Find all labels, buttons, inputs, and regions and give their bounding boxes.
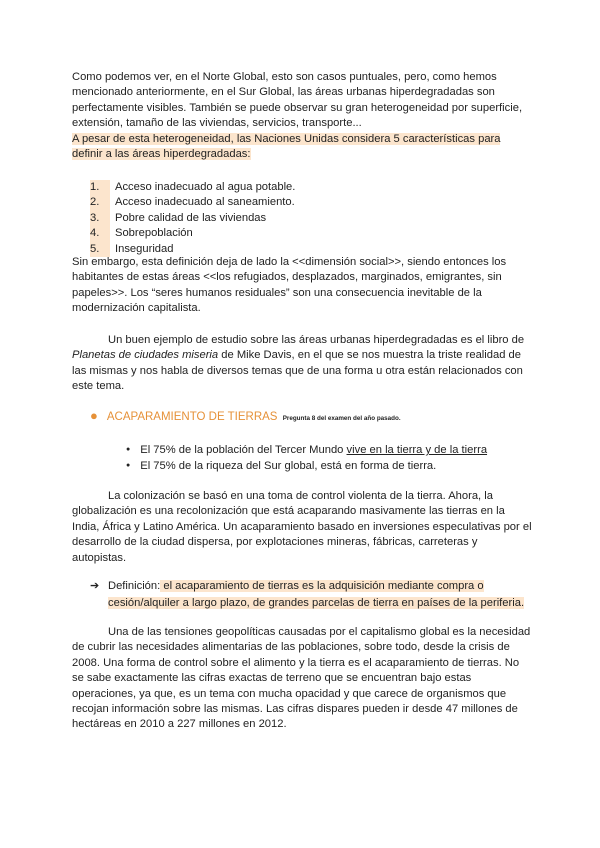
definition-block bbox=[90, 578, 530, 611]
section-note: Pregunta 8 del examen del año pasado. bbox=[282, 415, 401, 422]
paragraph-text: de Mike Davis, en el que se nos muestra la triste realidad de las mismas y nos habla de diversos temas que de una forma u otra están relacionados con este tema. bbox=[72, 349, 523, 393]
geopolitics-paragraph bbox=[72, 625, 532, 733]
list-text: Inseguridad bbox=[115, 242, 174, 255]
paragraph-text: Sin embargo, esta definición deja de lado la <<dimensión social>>, siendo entonces los habitantes de estas áreas <<los refugiados, desplazados, marginados, emigrantes, sin papeles>>. Los “seres humanos residuales” son una consecuencia inevitable de la modernización capitalista. bbox=[72, 256, 507, 315]
bullet-text: El 75% de la población del Tercer Mundo bbox=[140, 444, 347, 456]
list-item bbox=[90, 180, 390, 195]
list-item bbox=[90, 195, 390, 210]
intro-paragraph bbox=[72, 70, 532, 162]
list-number: 3. bbox=[90, 211, 110, 226]
list-number: 5. bbox=[90, 242, 110, 257]
facts-list bbox=[126, 443, 506, 476]
bullet-text: El 75% de la riqueza del Sur global, está en forma de tierra. bbox=[140, 460, 437, 473]
list-item bbox=[90, 226, 390, 241]
list-item bbox=[90, 211, 390, 226]
paragraph-text: La colonización se basó en una toma de control violenta de la tierra. Ahora, la globalización es una recolonización que está acaparando masivamente las tierras en la India, África y Latino América. Un acaparamiento basado en inversiones especulativas por el desarrollo de la ciudad dispersa, por explotaciones mineras, fábricas, carreteras y autopistas. bbox=[72, 490, 532, 564]
definition-text: el acaparamiento de tierras es la adquisición mediante compra o cesión/alquiler a largo plazo, de grandes parcelas de tierra en países de la periferia. bbox=[108, 580, 525, 609]
list-text: Acceso inadecuado al agua potable. bbox=[115, 181, 296, 193]
arrow-icon: ➔ bbox=[90, 580, 100, 592]
paragraph-text: Una de las tensiones geopolíticas causadas por el capitalismo global es la necesidad de cubrir las necesidades alimentarias de las poblaciones, sobre todo, desde la crisis de 2008. Una forma de control sobre el alimento y la tierra es el acaparamiento de tierras. No se sabe exactamente las cifras exactas de terreno que se encuentran bajo estas operaciones, ya que, es un tema con mucha opacidad y que carece de organismos que recojan información sobre las mismas. Las cifras dispares pueden ir desde 47 millones de hectáreas en 2010 a 227 millones en 2012. bbox=[72, 626, 531, 731]
colonization-paragraph bbox=[72, 489, 532, 566]
list-text: Sobrepoblación bbox=[115, 227, 193, 240]
list-text: Acceso inadecuado al saneamiento. bbox=[115, 196, 295, 209]
list-number: 1. bbox=[90, 180, 110, 195]
list-item bbox=[126, 459, 506, 475]
section-heading bbox=[90, 408, 530, 426]
definition-label: Definición: bbox=[108, 580, 161, 592]
book-title: Planetas de ciudades miseria bbox=[72, 349, 219, 362]
intro-text: Como podemos ver, en el Norte Global, esto son casos puntuales, pero, como hemos mencionado anteriormente, en el Sur Global, las áreas urbanas hiperdegradadas son perfectamente visibles. También se puede observar su gran heterogeneidad por superficie, extensión, tamaño de las viviendas, servicios, transporte... bbox=[72, 71, 523, 130]
section-title: ACAPARAMIENTO DE TIERRAS bbox=[106, 411, 278, 423]
underlined-text: vive en la tierra y de la tierra bbox=[346, 444, 488, 456]
list-number: 4. bbox=[90, 226, 110, 241]
characteristics-list bbox=[90, 180, 390, 257]
intro-highlight: A pesar de esta heterogeneidad, las Naciones Unidas considera 5 características para definir a las áreas hiperdegradadas: bbox=[72, 132, 501, 161]
bullet-dot-icon: ● bbox=[90, 408, 98, 423]
list-number: 2. bbox=[90, 195, 110, 210]
list-item bbox=[126, 443, 506, 459]
list-text: Pobre calidad de las viviendas bbox=[115, 211, 267, 224]
paragraph-text: Un buen ejemplo de estudio sobre las áreas urbanas hiperdegradadas es el libro de bbox=[108, 334, 525, 346]
book-paragraph bbox=[72, 333, 532, 395]
social-dimension-paragraph bbox=[72, 255, 532, 317]
